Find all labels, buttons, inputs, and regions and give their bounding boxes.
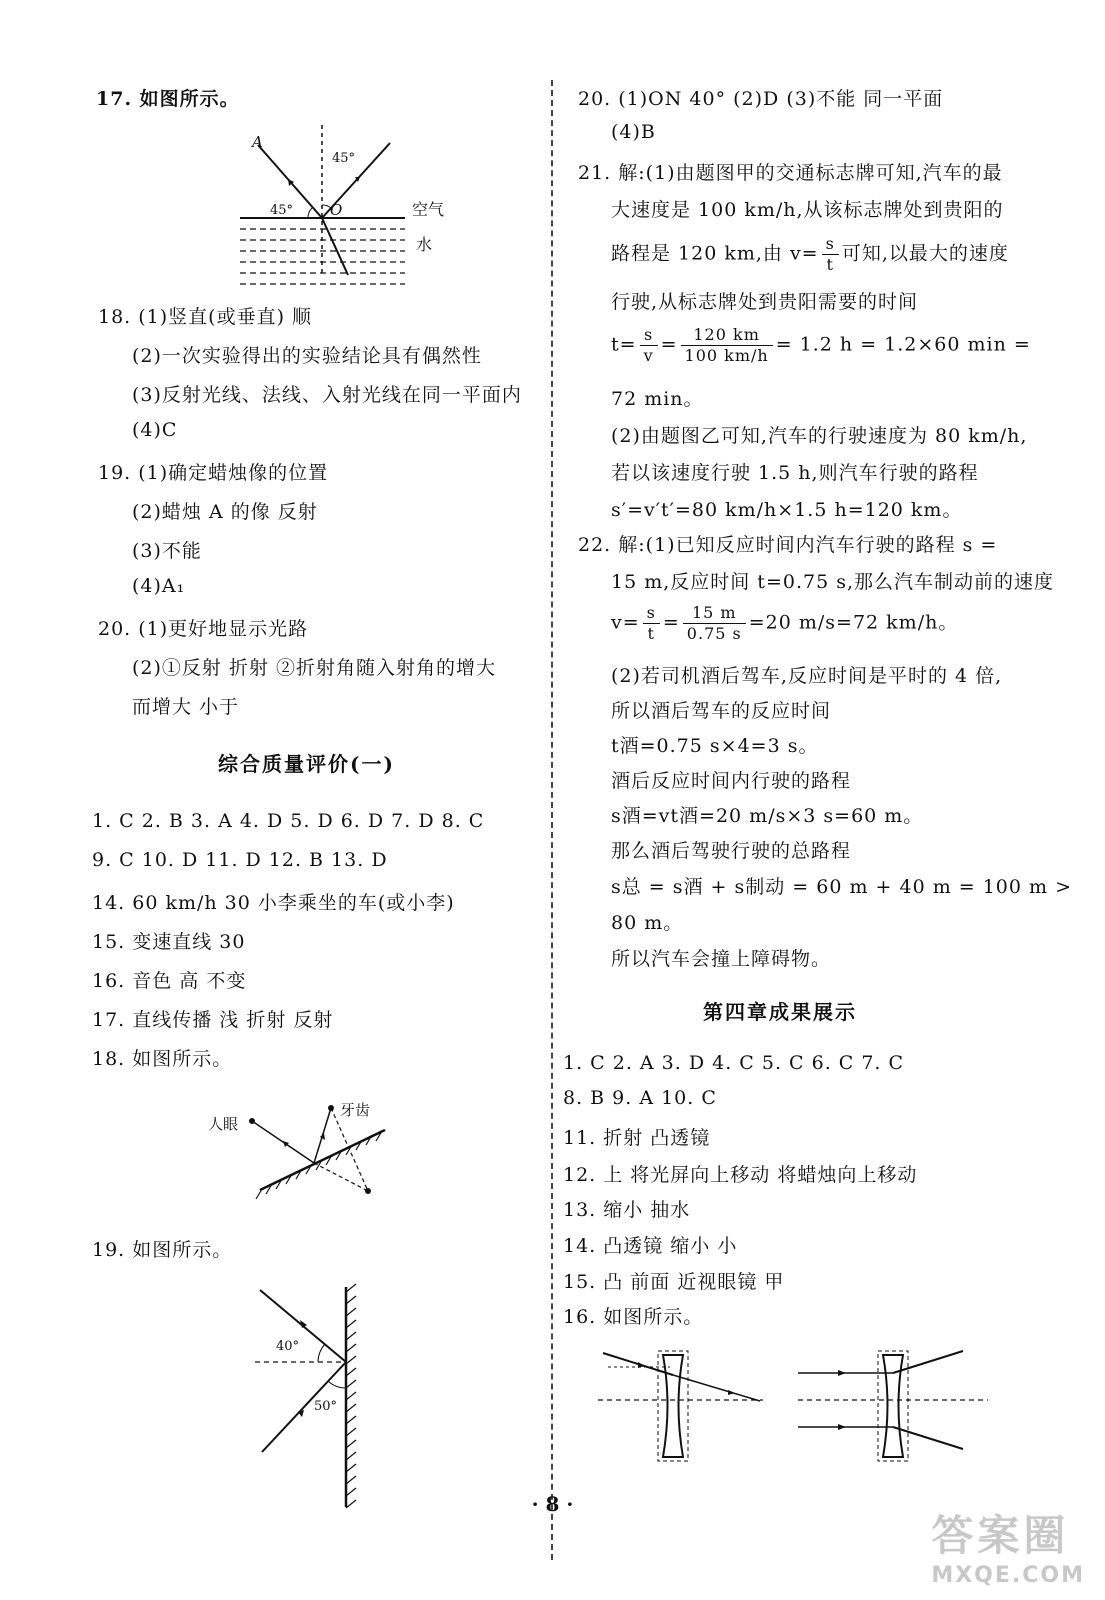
q21-line5-start: t= <box>611 333 637 356</box>
q17-label: 17. 如图所示。 <box>96 88 240 110</box>
figure-19-mirror-diagram <box>250 1282 380 1512</box>
q22-line4: (2)若司机酒后驾车,反应时间是平时的 4 倍, <box>611 665 1003 687</box>
figure-18-mirror-diagram <box>200 1095 400 1205</box>
q20-part3: 而增大 小于 <box>132 696 240 718</box>
ch4-answers-row-1: 1. C 2. A 3. D 4. C 5. C 6. C 7. C <box>563 1052 905 1074</box>
q22-line3-start: v= <box>611 611 640 634</box>
formula-s-over-t <box>822 234 839 275</box>
q18-part4: (4)C <box>132 419 178 441</box>
formula-s-over-v <box>640 325 658 366</box>
label-angle-40: 40° <box>276 1339 300 1354</box>
q22-line8: s酒=vt酒=20 m/s×3 s=60 m。 <box>611 805 924 827</box>
q22-line3 <box>611 603 958 644</box>
q20-part2: (2)①反射 折射 ②折射角随入射角的增大 <box>132 657 496 679</box>
q21-line3-start: 路程是 120 km,由 v= <box>611 242 819 265</box>
q19-part2: (2)蜡烛 A 的像 反射 <box>132 501 318 523</box>
q21-line8: 若以该速度行驶 1.5 h,则汽车行驶的路程 <box>611 462 979 484</box>
ch4-answer-14: 14. 凸透镜 缩小 小 <box>563 1235 738 1257</box>
q20-answer-a: 20. (1)ON 40° (2)D (3)不能 同一平面 <box>578 88 944 110</box>
q22-line6: t酒=0.75 s×4=3 s。 <box>611 735 819 757</box>
frac-num: s <box>643 603 660 624</box>
answer-15: 15. 变速直线 30 <box>92 931 246 953</box>
ch4-answer-12: 12. 上 将光屏向上移动 将蜡烛向上移动 <box>563 1164 918 1186</box>
frac-num: s <box>822 234 839 255</box>
q21-line1: 21. 解:(1)由题图甲的交通标志牌可知,汽车的最 <box>578 162 1003 184</box>
ch4-answer-13: 13. 缩小 抽水 <box>563 1199 691 1221</box>
q22-line7: 酒后反应时间内行驶的路程 <box>611 770 852 792</box>
q21-line5 <box>611 325 1031 366</box>
ch4-answer-16: 16. 如图所示。 <box>563 1306 704 1328</box>
q21-line3-end: 可知,以最大的速度 <box>841 242 1009 265</box>
q22-line10: s总 = s酒 + s制动 = 60 m + 40 m = 100 m > <box>611 876 1072 898</box>
q19-part1: 19. (1)确定蜡烛像的位置 <box>98 462 329 484</box>
q21-line2: 大速度是 100 km/h,从该标志牌处到贵阳的 <box>611 199 1004 221</box>
q21-line6: 72 min。 <box>611 388 704 410</box>
answer-14: 14. 60 km/h 30 小李乘坐的车(或小李) <box>92 892 455 914</box>
answer-17: 17. 直线传播 浅 折射 反射 <box>92 1009 334 1031</box>
ch4-answer-11: 11. 折射 凸透镜 <box>563 1127 711 1149</box>
ch4-answer-15: 15. 凸 前面 近视眼镜 甲 <box>563 1271 785 1293</box>
label-angle-50: 50° <box>314 1399 338 1414</box>
q21-line7: (2)由题图乙可知,汽车的行驶速度为 80 km/h, <box>611 425 1028 447</box>
q21-line3 <box>611 234 1009 275</box>
figure-17-refraction-diagram <box>230 125 460 285</box>
frac-num: 120 km <box>681 325 773 346</box>
q22-line9: 那么酒后驾驶行驶的总路程 <box>611 840 852 862</box>
label-water: 水 <box>416 235 433 254</box>
q19-part4: (4)A₁ <box>132 575 186 597</box>
frac-num: 15 m <box>683 603 746 624</box>
frac-den: t <box>826 255 834 274</box>
q20-part1: 20. (1)更好地显示光路 <box>98 618 309 640</box>
q22-line12: 所以汽车会撞上障碍物。 <box>611 948 832 970</box>
label-air: 空气 <box>412 200 445 219</box>
q22-line11: 80 m。 <box>611 912 684 934</box>
q20-answer-b: (4)B <box>611 121 656 143</box>
formula-15-over-075 <box>683 603 746 644</box>
frac-den: v <box>643 346 654 365</box>
figure-16-concave-lens-diagram <box>598 1345 1018 1470</box>
frac-den: t <box>647 624 655 643</box>
formula-s-over-t-2 <box>643 603 660 644</box>
q21-line5-end: = 1.2 h = 1.2×60 min = <box>775 333 1031 356</box>
answer-16: 16. 音色 高 不变 <box>92 970 247 992</box>
section-title-chapter-4: 第四章成果展示 <box>703 1000 857 1024</box>
frac-den: 100 km/h <box>684 346 769 365</box>
q22-line3-end: =20 m/s=72 km/h。 <box>748 611 959 634</box>
watermark <box>931 1503 1085 1588</box>
q18-part3: (3)反射光线、法线、入射光线在同一平面内 <box>132 384 522 406</box>
label-angle-top: 45° <box>332 151 356 166</box>
q19-part3: (3)不能 <box>132 540 202 562</box>
answers-row-2: 9. C 10. D 11. D 12. B 13. D <box>92 849 388 871</box>
q21-line9: s′=v′t′=80 km/h×1.5 h=120 km。 <box>611 499 963 521</box>
watermark-url: MXQE.COM <box>931 1563 1085 1588</box>
label-A: A <box>252 133 263 151</box>
label-O: O <box>330 201 343 219</box>
column-divider <box>551 80 553 1560</box>
watermark-main: 答案圈 <box>931 1511 1070 1560</box>
q22-line5: 所以酒后驾车的反应时间 <box>611 700 832 722</box>
q18-part1: 18. (1)竖直(或垂直) 顺 <box>98 306 313 328</box>
label-eye: 人眼 <box>208 1115 239 1133</box>
q18-part2: (2)一次实验得出的实验结论具有偶然性 <box>132 345 482 367</box>
label-tooth: 牙齿 <box>340 1101 371 1119</box>
page-number: · 8 · <box>531 1492 574 1516</box>
frac-num: s <box>640 325 658 346</box>
frac-den: 0.75 s <box>686 624 742 643</box>
formula-120-over-100 <box>681 325 773 366</box>
q22-line3-eq: = <box>662 611 680 634</box>
answer-19: 19. 如图所示。 <box>92 1239 233 1261</box>
section-title-comprehensive-1: 综合质量评价(一) <box>218 752 395 776</box>
q21-line5-eq: = <box>660 333 678 356</box>
q22-line1: 22. 解:(1)已知反应时间内汽车行驶的路程 s = <box>578 534 998 556</box>
answers-row-1: 1. C 2. B 3. A 4. D 5. D 6. D 7. D 8. C <box>92 810 485 832</box>
q22-line2: 15 m,反应时间 t=0.75 s,那么汽车制动前的速度 <box>611 571 1055 593</box>
q21-line4: 行驶,从标志牌处到贵阳需要的时间 <box>611 291 919 313</box>
label-angle-left: 45° <box>270 203 294 218</box>
answer-18: 18. 如图所示。 <box>92 1048 233 1070</box>
ch4-answers-row-2: 8. B 9. A 10. C <box>563 1087 717 1109</box>
